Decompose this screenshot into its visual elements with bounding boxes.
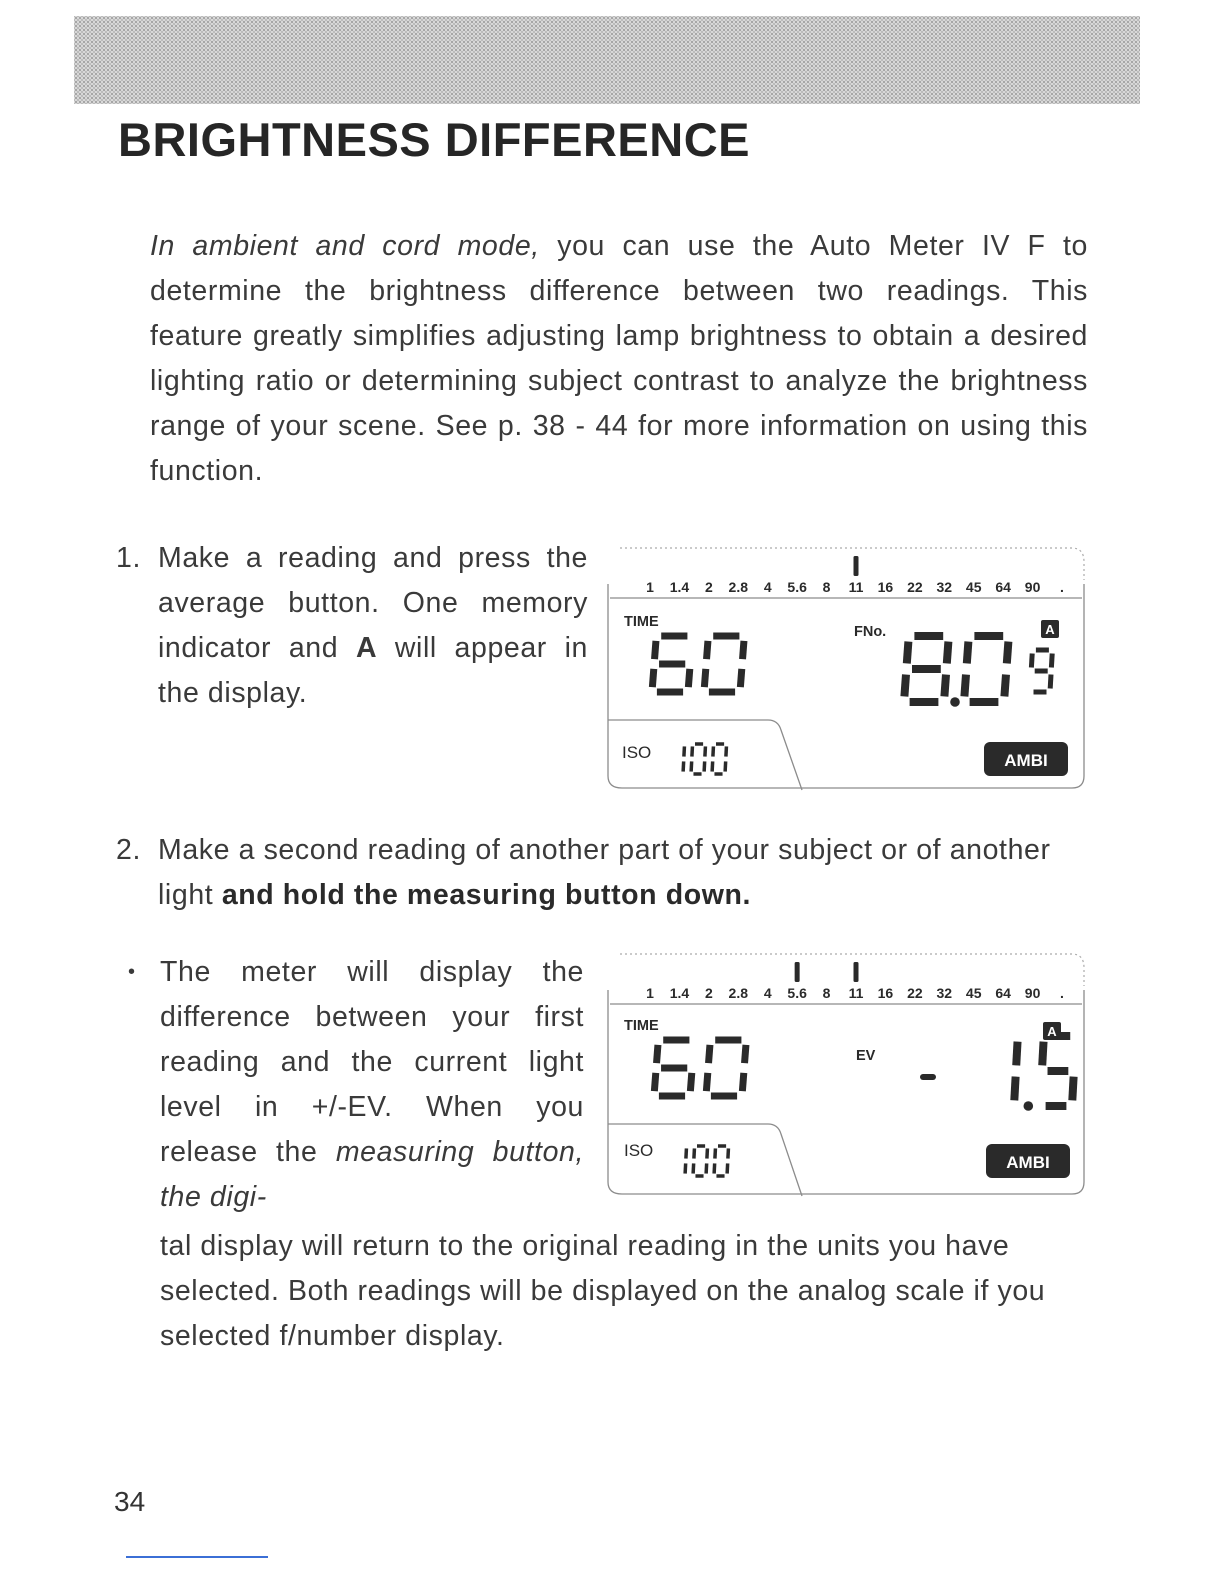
lcd-2-time-digit-1-seg-c — [742, 1073, 743, 1091]
lcd-1-iso-digit-2-seg-e — [712, 761, 713, 771]
lcd-1-tenth-digit-0 — [1031, 650, 1052, 692]
lcd-2-scale-label: 2.8 — [728, 985, 749, 1001]
bullet-text — [160, 950, 584, 1220]
lcd-1-iso-digit-1 — [691, 744, 705, 774]
lcd-2-scale-label: 16 — [877, 985, 894, 1001]
lcd-2-main-digit-0-seg-b — [1016, 1042, 1017, 1066]
bullet-symbol: • — [128, 961, 136, 983]
lcd-1-time-digit-0 — [652, 636, 689, 692]
lcd-display-1-svg — [606, 544, 1086, 792]
lcd-2-iso-digit-2-seg-c — [727, 1163, 728, 1173]
lcd-1-scale-label: 5.6 — [787, 579, 807, 595]
lcd-2-minus-sign — [920, 1074, 936, 1080]
lcd-1-tenth-digit-0-seg-b — [1051, 654, 1052, 668]
lcd-2-reading-marker — [795, 962, 800, 982]
lcd-1-time-digits — [652, 636, 744, 692]
lcd-1-iso-digit-2-seg-c — [725, 761, 726, 771]
lcd-1-main-digit-1-seg-c — [1004, 675, 1006, 697]
lcd-2-time-digit-0-seg-c — [690, 1073, 691, 1091]
lcd-2-time-digit-1 — [706, 1040, 746, 1096]
lcd-2-ev-label: EV — [856, 1048, 876, 1064]
lcd-2-main-digit-0-seg-c — [1014, 1077, 1015, 1101]
lcd-1-fno-label: FNo. — [854, 624, 887, 640]
lcd-1-tenths-digit — [1031, 650, 1052, 692]
header-band — [74, 16, 1140, 104]
step-2-number: 2. — [116, 834, 141, 866]
lcd-2-scale-label: 5.6 — [787, 985, 807, 1001]
lcd-1-time-label: TIME — [624, 614, 659, 630]
lcd-2-scale-label: 22 — [907, 985, 923, 1001]
intro-paragraph — [150, 224, 1088, 494]
lcd-1-scale-label: 1 — [646, 579, 654, 595]
lcd-2-time-digits — [654, 1040, 746, 1096]
lcd-1-iso-digit-2-seg-b — [726, 746, 727, 756]
step-2-text-plain: Make a second reading of another part of your subject or of another light — [158, 834, 1051, 911]
lcd-2-iso-digit-0-seg-c — [685, 1163, 686, 1173]
step-1-bold-a: A — [355, 632, 378, 664]
bullet-item — [128, 950, 584, 1220]
lcd-2-scale-label: 2 — [704, 985, 713, 1001]
lcd-1-main-digit-1-seg-f — [967, 642, 969, 664]
lcd-1-memory-badge-text: A — [1045, 622, 1055, 637]
lcd-1-time-digit-1-seg-b — [743, 641, 744, 659]
step-2 — [116, 828, 1088, 918]
lcd-1-iso-digit-1-seg-b — [705, 746, 706, 756]
lcd-1-scale-label: 22 — [907, 579, 923, 595]
lcd-1-reading-marker — [854, 556, 859, 576]
lcd-2-scale-label: 8 — [822, 985, 831, 1001]
lcd-1-time-digit-1-seg-c — [740, 669, 741, 687]
step-2-text — [158, 828, 1088, 918]
bottom-rule — [126, 1556, 268, 1558]
lcd-2-main-decimal-point — [1024, 1101, 1034, 1111]
lcd-1-scale-label: 8 — [822, 579, 831, 595]
page-title: BRIGHTNESS DIFFERENCE — [118, 113, 750, 166]
lcd-2-scale-label: 90 — [1024, 985, 1041, 1001]
lcd-display-1 — [606, 544, 1086, 792]
lcd-1-scale-label: 32 — [936, 579, 953, 595]
step-1-text-a: Make a reading and press the average button. One memory indicator and — [158, 542, 588, 664]
step-1 — [116, 536, 588, 716]
lcd-2-time-digit-0-seg-e — [654, 1073, 655, 1091]
lcd-2-scale-label: 1.4 — [669, 985, 690, 1001]
lcd-2-iso-digit-2-seg-e — [714, 1163, 715, 1173]
lcd-2-main-digits — [1014, 1036, 1073, 1111]
lcd-2-memory-badge-text: A — [1047, 1024, 1057, 1039]
lcd-2-time-digit-1-seg-f — [709, 1045, 710, 1063]
lcd-2-marks — [795, 962, 859, 982]
step-1-number: 1. — [116, 542, 141, 574]
lcd-1-scale-label: 90 — [1024, 579, 1041, 595]
lcd-2-main-digit-1 — [1042, 1036, 1073, 1106]
lcd-2-scale-label: 64 — [995, 985, 1011, 1001]
step-1-text — [158, 536, 588, 716]
lcd-1-time-digit-1-seg-e — [704, 669, 705, 687]
lcd-1-iso-digits — [683, 744, 726, 774]
step-1-text-b: will appear in the display. — [158, 632, 588, 709]
lcd-2-iso-digit-1-seg-e — [693, 1163, 694, 1173]
step-2-text-bold: and hold the measuring button down. — [221, 879, 752, 911]
intro-text: you can use the Auto Meter IV F to determine the brightness difference between two readings. This feature greatly simplifies adjusting lamp brightness to obtain a desired lighting ratio or determining subject contrast to analyze the brightness range of your scene. See p. 38 - 44 for more information on using this function. — [150, 230, 1088, 487]
lcd-1-scale-label: . — [1060, 579, 1064, 595]
lcd-1-iso-digit-2-seg-f — [713, 746, 714, 756]
lcd-2-scale — [646, 985, 1064, 1001]
continuation-paragraph: tal display will return to the original reading in the units you have selected. Both readings will be displayed on the analog scale if you selected f/number display. — [160, 1230, 1046, 1352]
lcd-2-reading-marker — [854, 962, 859, 982]
lcd-1-iso-label: ISO — [622, 743, 652, 762]
lcd-1-iso-digit-1-seg-c — [704, 761, 705, 771]
lcd-1-main-digit-0 — [904, 636, 948, 702]
lcd-1-scale-label: 2.8 — [728, 579, 749, 595]
lcd-2-scale-label: 1 — [646, 985, 654, 1001]
lcd-1-time-digit-1-seg-f — [707, 641, 708, 659]
lcd-2-time-label: TIME — [624, 1018, 659, 1034]
lcd-1-time-digit-0-seg-f — [655, 641, 656, 659]
bullet-text-italic: measuring button, the digi- — [160, 1136, 584, 1213]
lcd-1-main-digit-1-seg-e — [964, 675, 966, 697]
lcd-2-iso-digit-2-seg-f — [715, 1148, 716, 1158]
lcd-1-iso-digit-1-seg-f — [692, 746, 693, 756]
lcd-2-time-digit-0-seg-f — [657, 1045, 658, 1063]
lcd-1-top-dotted-edge — [620, 548, 1084, 580]
lcd-2-iso-digit-2-seg-b — [728, 1148, 729, 1158]
lcd-1-mode-badge-text: AMBI — [1004, 751, 1048, 770]
lcd-2-iso-digit-0-seg-b — [686, 1148, 687, 1158]
lcd-1-scale — [646, 579, 1064, 595]
lcd-1-time-digit-0-seg-c — [688, 669, 689, 687]
lcd-1-time-digit-0-seg-e — [652, 669, 653, 687]
lcd-1-iso-digit-2 — [712, 744, 726, 774]
lcd-1-main-decimal-point — [950, 697, 960, 707]
lcd-display-2-svg — [606, 950, 1086, 1198]
lcd-display-2 — [606, 950, 1086, 1198]
lcd-2-iso-digit-1-seg-f — [694, 1148, 695, 1158]
lcd-1-scale-label: 2 — [704, 579, 713, 595]
lcd-2-iso-digit-2 — [714, 1146, 728, 1176]
lcd-2-top-dotted-edge — [620, 954, 1084, 986]
lcd-1-main-digit-0-seg-b — [947, 642, 949, 664]
lcd-1-scale-label: 64 — [995, 579, 1011, 595]
lcd-1-main-digit-0-seg-e — [904, 675, 906, 697]
lcd-2-time-digit-1-seg-e — [706, 1073, 707, 1091]
lcd-2-scale-label: 4 — [763, 985, 772, 1001]
lcd-1-tenth-digit-0-seg-f — [1031, 654, 1032, 668]
lcd-1-scale-label: 11 — [848, 579, 864, 595]
lcd-2-main-digit-0 — [1014, 1042, 1017, 1101]
page-number: 34 — [114, 1486, 146, 1517]
lcd-2-iso-digit-1 — [693, 1146, 707, 1176]
lcd-1-main-digits — [904, 636, 1008, 707]
lcd-2-time-digit-1-seg-b — [745, 1045, 746, 1063]
lcd-2-time-digit-0 — [654, 1040, 691, 1096]
lcd-1-iso-digit-0 — [683, 746, 684, 771]
lcd-2-iso-digit-1-seg-b — [707, 1148, 708, 1158]
lcd-1-time-digit-1 — [704, 636, 744, 692]
lcd-2-iso-label: ISO — [624, 1141, 654, 1160]
lcd-1-scale-label: 45 — [965, 579, 982, 595]
lcd-1-iso-digit-0-seg-c — [683, 761, 684, 771]
lcd-1-main-digit-1 — [964, 636, 1008, 702]
lcd-2-iso-digit-1-seg-c — [706, 1163, 707, 1173]
lcd-2-scale-label: 32 — [936, 985, 953, 1001]
lcd-2-main-digit-1-seg-c — [1072, 1077, 1073, 1101]
lcd-2-iso-digits — [685, 1146, 728, 1176]
lcd-1-main-digit-0-seg-c — [944, 675, 946, 697]
lcd-2-scale-label: . — [1060, 985, 1064, 1001]
lcd-1-main-digit-1-seg-b — [1007, 642, 1009, 664]
lcd-2-main-digit-1-seg-f — [1042, 1042, 1043, 1066]
lcd-2-mode-badge-text: AMBI — [1006, 1153, 1050, 1172]
lcd-2-scale-label: 45 — [965, 985, 982, 1001]
lcd-2-scale-label: 11 — [848, 985, 864, 1001]
lcd-1-scale-label: 4 — [763, 579, 772, 595]
intro-italic-text: In ambient and cord mode, — [150, 230, 540, 262]
lcd-1-marks — [854, 556, 859, 576]
lcd-1-main-digit-0-seg-f — [907, 642, 909, 664]
lcd-1-scale-label: 16 — [877, 579, 894, 595]
bullet-text-plain: The meter will display the difference between your first reading and the current light level in +/-EV. When you release the — [160, 956, 584, 1168]
lcd-1-iso-digit-0-seg-b — [684, 746, 685, 756]
lcd-2-iso-digit-0 — [685, 1148, 686, 1173]
lcd-1-scale-label: 1.4 — [669, 579, 690, 595]
lcd-2-iso-panel — [608, 1124, 802, 1196]
lcd-1-iso-digit-1-seg-e — [691, 761, 692, 771]
lcd-1-tenth-digit-0-seg-c — [1050, 675, 1051, 689]
